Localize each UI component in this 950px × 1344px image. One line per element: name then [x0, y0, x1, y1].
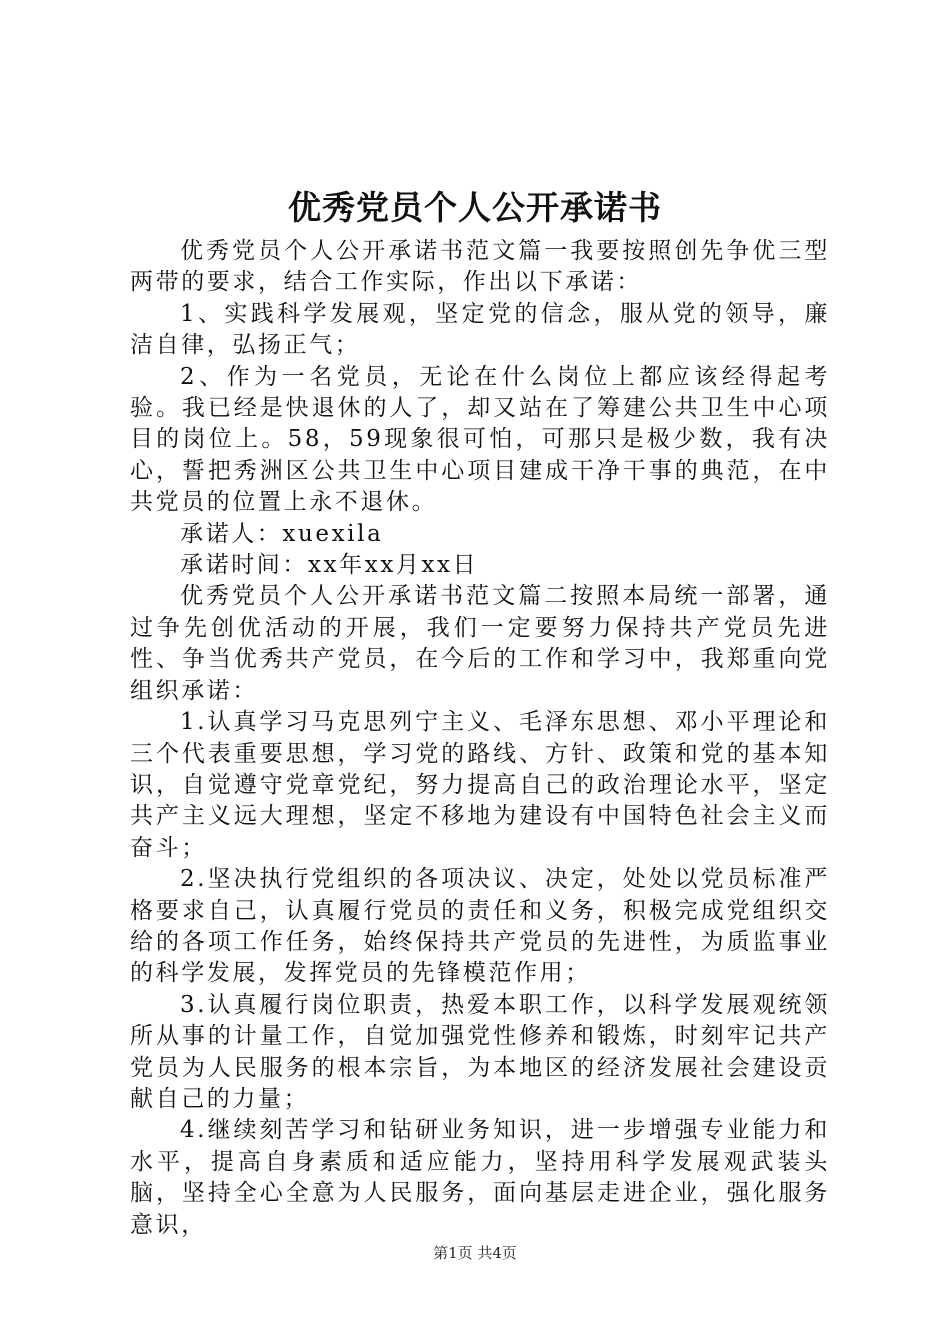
paragraph-item-2: 2.坚决执行党组织的各项决议、决定，处处以党员标准严格要求自己，认真履行党员的责任和义务，积极完成党组织交给的各项工作任务，始终保持共产党员的先进性，为质监事业的科学发展，发挥党员的先锋模范作用；	[130, 866, 830, 987]
paragraph-intro-2: 优秀党员个人公开承诺书范文篇二按照本局统一部署，通过争先创优活动的开展，我们一定要努力保持共产党员先进性、争当优秀共产党员，在今后的工作和学习中，我郑重向党组织承诺：	[130, 583, 830, 704]
page-footer: 第1页 共4页	[433, 1244, 517, 1262]
paragraph-item-1: 1.认真学习马克思列宁主义、毛泽东思想、邓小平理论和三个代表重要思想，学习党的路线、方针、政策和党的基本知识，自觉遵守党章党纪，努力提高自己的政治理论水平，坚定共产主义远大理想，坚定不移地为建设有中国特色社会主义而奋斗；	[130, 709, 830, 861]
paragraph-signer: 承诺人：xuexila	[180, 520, 384, 547]
paragraph-date: 承诺时间：xx年xx月xx日	[180, 552, 479, 579]
paragraph-item-4: 4.继续刻苦学习和钻研业务知识，进一步增强专业能力和水平，提高自身素质和适应能力，坚持用科学发展观武装头脑，坚持全心全意为人民服务，面向基层走进企业，强化服务意识，	[130, 1117, 830, 1238]
paragraph-item-3: 3.认真履行岗位职责，热爱本职工作，以科学发展观统领所从事的计量工作，自觉加强党性修养和锻炼，时刻牢记共产党员为人民服务的根本宗旨，为本地区的经济发展社会建设贡献自己的力量；	[130, 991, 830, 1112]
paragraph-pledge-1: 1、实践科学发展观，坚定党的信念，服从党的领导，廉洁自律，弘扬正气；	[130, 300, 830, 359]
document-title: 优秀党员个人公开承诺书	[288, 188, 662, 227]
paragraph-pledge-2: 2、作为一名党员，无论在什么岗位上都应该经得起考验。我已经是快退休的人了，却又站在了筹建公共卫生中心项目的岗位上。58，59现象很可怕，可那只是极少数，我有决心，誓把秀洲区公共卫生中心项目建成干净干事的典范，在中共党员的位置上永不退休。	[130, 363, 830, 516]
document-body	[130, 236, 830, 1241]
paragraph-intro-1: 优秀党员个人公开承诺书范文篇一我要按照创先争优三型两带的要求，结合工作实际，作出以下承诺：	[130, 238, 830, 296]
